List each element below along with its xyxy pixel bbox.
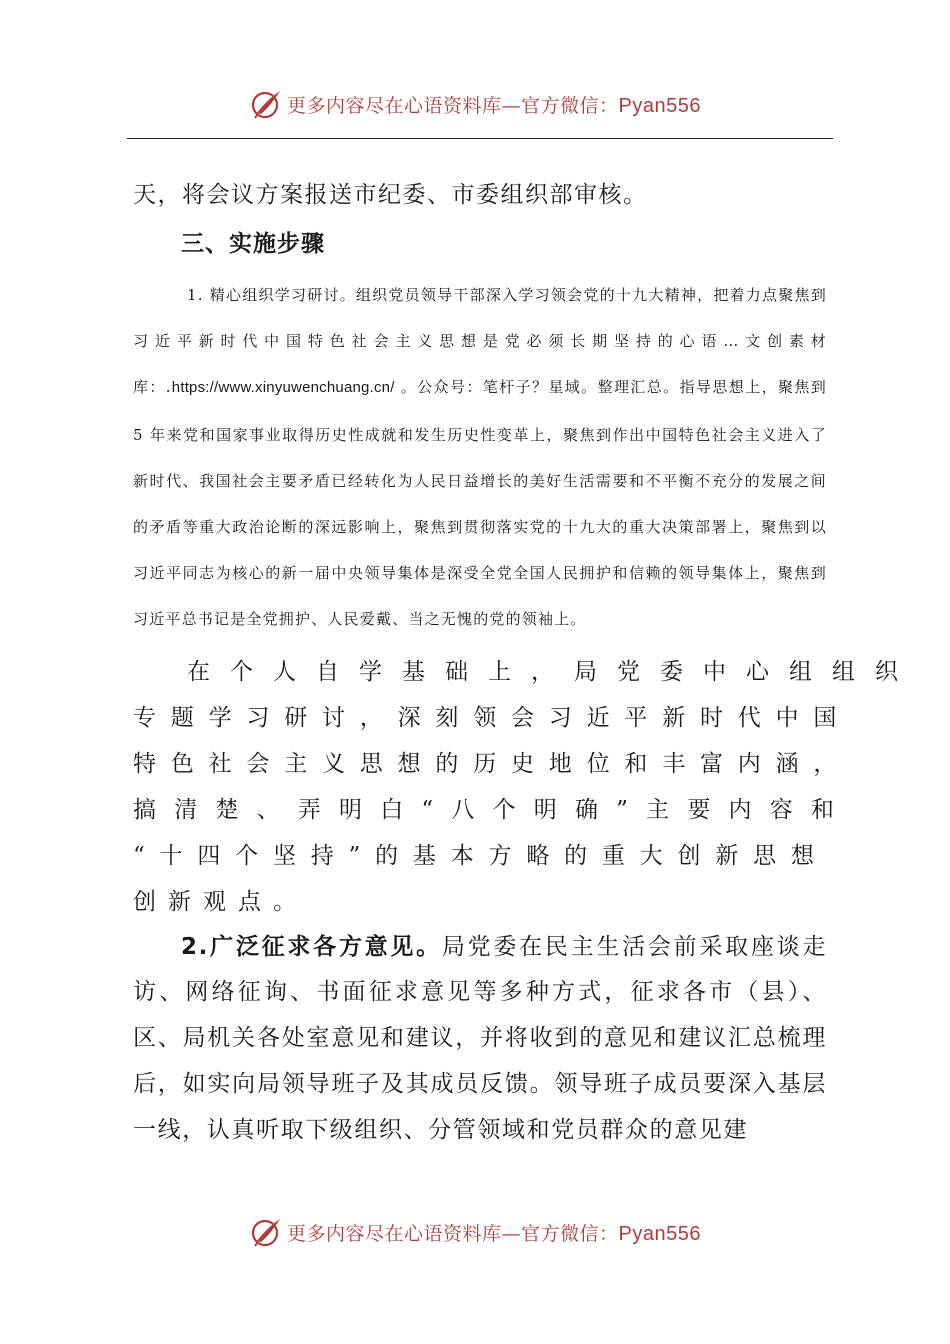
banner-text: 更多内容尽在心语资料库—官方微信：Pyan556 xyxy=(287,94,701,117)
quill-pen-logo-icon xyxy=(249,87,283,121)
document-body xyxy=(133,172,918,1154)
quill-pen-logo-icon xyxy=(249,1215,283,1249)
spaced-paragraph xyxy=(133,649,918,925)
header-banner xyxy=(0,84,950,124)
banner-text: 更多内容尽在心语资料库—官方微信：Pyan556 xyxy=(287,1222,701,1245)
spaced-line: 创新观点。 xyxy=(133,888,308,915)
spaced-line: 在个人自学基础上，局党委中心组组织 xyxy=(187,658,918,685)
spaced-line: “十四个坚持”的基本方略的重大创新思想 xyxy=(133,842,829,869)
spaced-line: 专题学习研讨，深刻领会习近平新时代中国 xyxy=(133,704,852,731)
wechat-id: Pyan556 xyxy=(618,1222,701,1245)
step2-paragraph: 2.广泛征求各方意见。局党委在民主生活会前采取座谈走访、网络征询、书面征求意见等多种方式，征求各市（县）、区、局机关各处室意见和建议，并将收到的意见和建议汇总梳理后，如实向局领导班子及其成员反馈。领导班子成员要深入基层一线，认真听取下级组织、分管领域和党员群众的意见建 xyxy=(133,933,828,1143)
continuation-text: 天，将会议方案报送市纪委、市委组织部审核。 xyxy=(133,182,648,208)
footer-banner xyxy=(0,1212,950,1252)
spaced-line: 特色社会主义思想的历史地位和丰富内涵， xyxy=(133,750,852,777)
url-text: https://www.xinyuwenchuang.cn/ xyxy=(171,379,395,397)
wechat-id: Pyan556 xyxy=(618,94,701,117)
section-heading: 三、实施步骤 xyxy=(181,231,325,257)
header-rule xyxy=(127,138,833,139)
spaced-line: 搞清楚、弄明白“八个明确”主要内容和 xyxy=(133,796,853,823)
step1-paragraph: 1. 精心组织学习研讨。组织党员领导干部深入学习领会党的十九大精神，把着力点聚焦到习近平新时代中国特色社会主义思想是党必须长期坚持的心语…文创素材库：.https://www.xinyuwenchuang.cn/ 。公众号：笔杆子？星域。整理汇总。指导思想上，聚焦到5 年来党和国家事业取得历史性成就和发生历史性变革上，聚焦到作出中国特色社会主义进入了新时代、我国社会主要矛盾已经转化为人民日益增长的美好生活需要和不平衡不充分的发展之间的矛盾等重大政治论断的深远影响上，聚焦到贯彻落实党的十九大的重大决策部署上，聚焦到以习近平同志为核心的新一届中央领导集体是深受全党全国人民拥护和信赖的领导集体上，聚焦到习近平总书记是全党拥护、人民爱戴、当之无愧的党的领袖上。 xyxy=(133,286,828,629)
step2-lead: 2.广泛征求各方意见。 xyxy=(181,933,442,960)
